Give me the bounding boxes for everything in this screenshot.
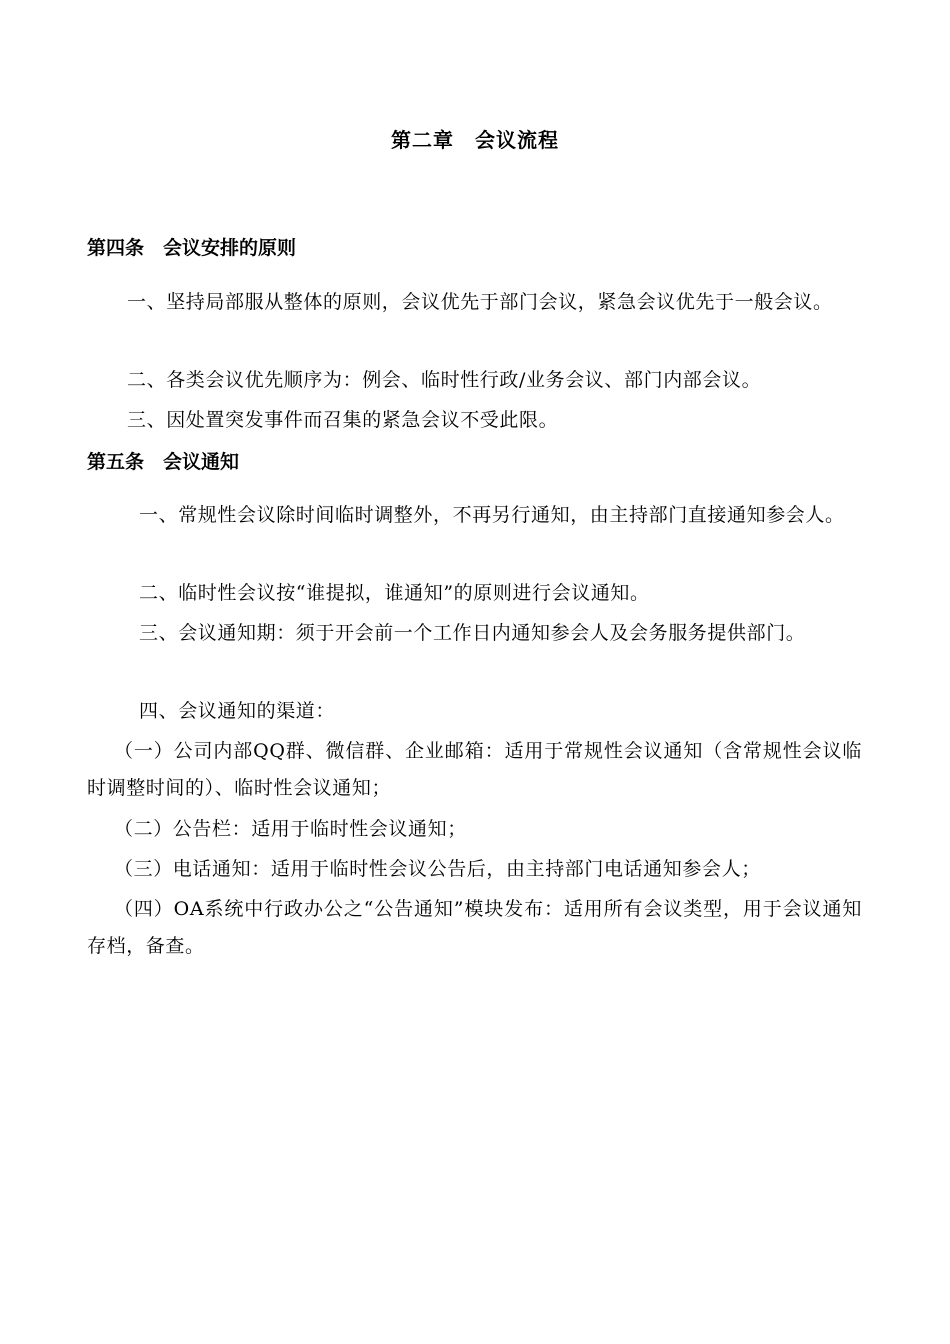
article-4-item-2: 二、各类会议优先顺序为：例会、临时性行政/业务会议、部门内部会议。 <box>127 369 762 391</box>
channel-item-3: （三）电话通知：适用于临时性会议公告后，由主持部门电话通知参会人； <box>114 858 761 880</box>
article-5-item-2: 二、临时性会议按“谁提拟，谁通知”的原则进行会议通知。 <box>139 582 650 604</box>
article-4-item-1: 一、坚持局部服从整体的原则，会议优先于部门会议，紧急会议优先于一般会议。 <box>127 291 833 313</box>
channel-item-4: （四）OA系统中行政办公之“公告通知”模块发布：适用所有会议类型，用于会议通知存档，备查。 <box>87 898 862 957</box>
section-heading-article-4: 第四条 会议安排的原则 <box>87 237 297 259</box>
channel-item-1: （一）公司内部QQ群、微信群、企业邮箱：适用于常规性会议通知（含常规性会议临时调整时间的）、临时性会议通知； <box>87 740 862 799</box>
section-heading-article-5: 第五条 会议通知 <box>87 451 240 473</box>
article-5-item-1: 一、常规性会议除时间临时调整外，不再另行通知，由主持部门直接通知参会人。 <box>139 504 845 526</box>
chapter-title: 第二章 会议流程 <box>391 128 559 152</box>
channel-item-2: （二）公告栏：适用于临时性会议通知； <box>114 818 467 840</box>
article-5-item-4: 四、会议通知的渠道： <box>139 700 336 722</box>
article-4-item-3: 三、因处置突发事件而召集的紧急会议不受此限。 <box>127 409 559 431</box>
article-5-item-3: 三、会议通知期：须于开会前一个工作日内通知参会人及会务服务提供部门。 <box>139 622 806 644</box>
